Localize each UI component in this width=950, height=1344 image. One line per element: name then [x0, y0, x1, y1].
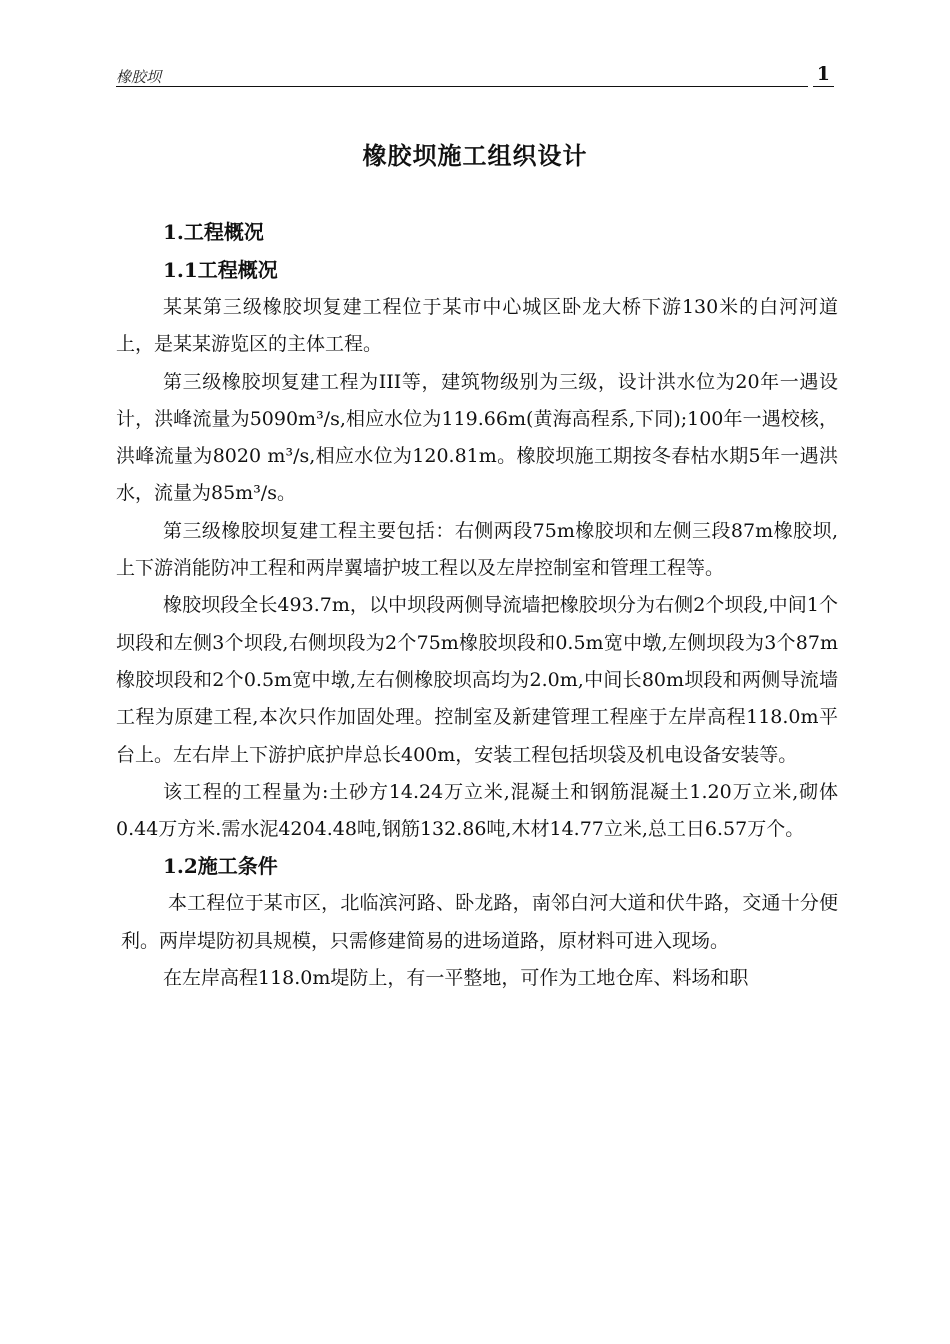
section-heading-1-2: 1.2施工条件	[163, 854, 278, 879]
page-number: 1	[813, 62, 834, 87]
page-header	[116, 60, 834, 88]
document-body	[116, 214, 838, 997]
paragraph-overview-flood-standard: 第三级橡胶坝复建工程为III等，建筑物级别为三级，设计洪水位为20年一遇设计，洪峰流量为5090m³/s,相应水位为119.66m(黄海高程系,下同);100年一遇校核，洪峰流量为8020 m³/s,相应水位为120.81m。橡胶坝施工期按冬春枯水期5年一遇洪水，流量为85m³/s。	[116, 370, 838, 505]
paragraph-overview-quantities: 该工程的工程量为:土砂方14.24万立米,混凝土和钢筋混凝土1.20万立米,砌体0.44万方米.需水泥4204.48吨,钢筋132.86吨,木材14.77立米,总工日6.57万个。	[116, 780, 838, 841]
document-title: 橡胶坝施工组织设计	[362, 141, 588, 170]
paragraph-conditions-transport: 本工程位于某市区，北临滨河路、卧龙路，南邻白河大道和伏牛路，交通十分便利。两岸堤防初具规模，只需修建简易的进场道路，原材料可进入现场。	[121, 892, 838, 952]
paragraph-overview-scope: 第三级橡胶坝复建工程主要包括：右侧两段75m橡胶坝和左侧三段87m橡胶坝,上下游消能防冲工程和两岸翼墙护坡工程以及左岸控制室和管理工程等。	[116, 519, 838, 580]
paragraph-overview-location: 某某第三级橡胶坝复建工程位于某市中心城区卧龙大桥下游130米的白河河道上，是某某游览区的主体工程。	[116, 296, 838, 356]
paragraph-conditions-site: 在左岸高程118.0m堤防上，有一平整地，可作为工地仓库、料场和职	[163, 967, 749, 990]
header-rule	[116, 86, 808, 87]
paragraph-overview-dam-sections: 橡胶坝段全长493.7m，以中坝段两侧导流墙把橡胶坝分为右侧2个坝段,中间1个坝段和左侧3个坝段,右侧坝段为2个75m橡胶坝段和0.5m宽中墩,左侧坝段为3个87m橡胶坝段和2个0.5m宽中墩,左右侧橡胶坝高均为2.0m,中间长80m坝段和两侧导流墙工程为原建工程,本次只作加固处理。控制室及新建管理工程座于左岸高程118.0m平台上。左右岸上下游护底护岸总长400m，安装工程包括坝袋及机电设备安装等。	[116, 594, 838, 766]
header-title: 橡胶坝	[116, 68, 162, 86]
section-heading-1-1: 1.1工程概况	[163, 258, 278, 282]
section-heading-1: 1.工程概况	[163, 220, 264, 244]
